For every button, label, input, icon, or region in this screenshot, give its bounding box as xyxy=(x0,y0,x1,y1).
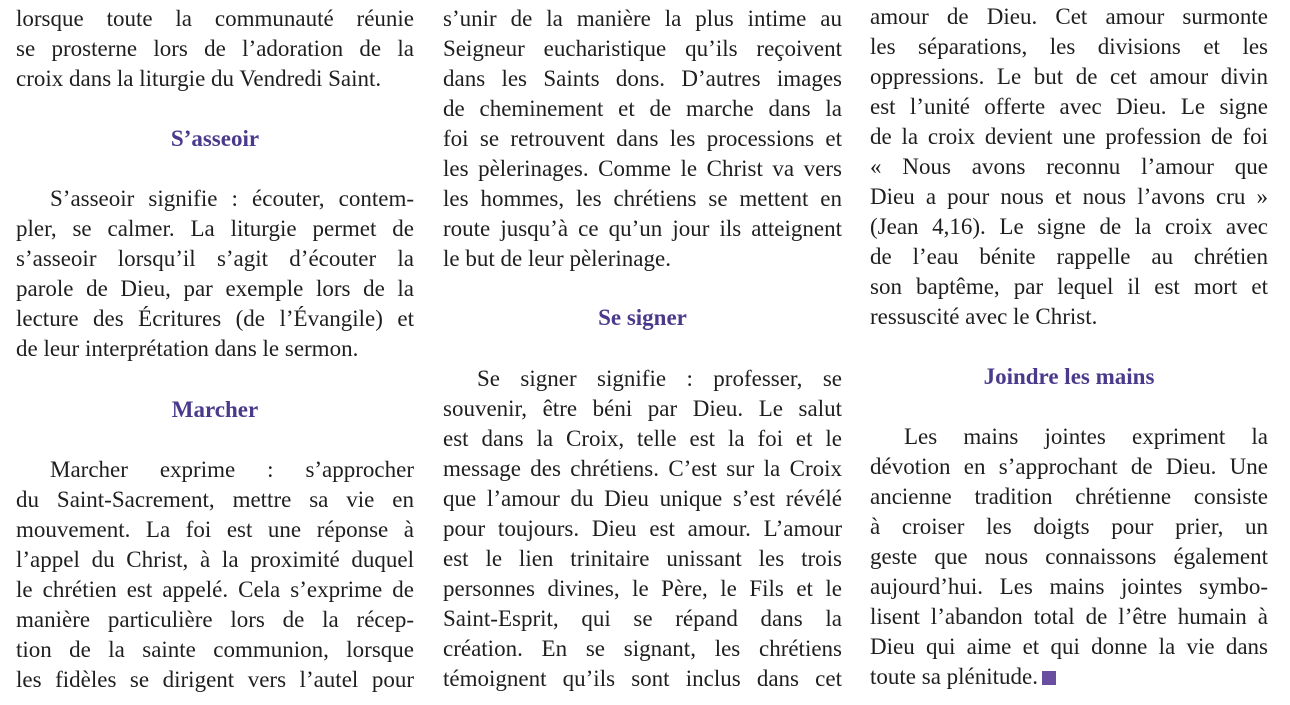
text-line: Seigneur eucharistique qu’ils reçoivent xyxy=(443,36,842,61)
text-line: Les mains jointes expriment la xyxy=(904,424,1268,449)
text-line: de leur interprétation dans le sermon. xyxy=(16,336,359,361)
column-3 xyxy=(870,0,1268,705)
text-line: pour toujours. Dieu est amour. L’amour xyxy=(443,516,842,541)
text-line: les séparations, les divisions et les xyxy=(870,34,1268,59)
text-line: route jusqu’à ce qu’un jour ils atteignent xyxy=(443,216,842,241)
text-line: lisent l’abandon total de l’être humain à xyxy=(870,604,1268,629)
text-line: les hommes, les chrétiens se mettent en xyxy=(443,186,842,211)
text-line: parole de Dieu, par exemple lors de la xyxy=(16,276,414,301)
text-line: est le lien trinitaire unissant les trois xyxy=(443,546,842,571)
text-line: de l’eau bénite rappelle au chrétien xyxy=(870,244,1268,269)
text-line: (Jean 4,16). Le signe de la croix avec xyxy=(870,214,1268,239)
text-line: mouvement. La foi est une réponse à xyxy=(16,517,414,542)
text-line: message des chrétiens. C’est sur la Croix xyxy=(443,456,842,481)
text-line: dans les Saints dons. D’autres images xyxy=(443,66,842,91)
text-line: ressuscité avec le Christ. xyxy=(870,304,1098,329)
text-line: lorsque toute la communauté réunie xyxy=(16,6,414,31)
text-line: de cheminement et de marche dans la xyxy=(443,96,842,121)
text-line: aujourd’hui. Les mains jointes symbo- xyxy=(870,574,1268,599)
text-line: les pèlerinages. Comme le Christ va vers xyxy=(443,156,842,181)
text-line: de la croix devient une profession de foi xyxy=(870,124,1268,149)
text-line: l’appel du Christ, à la proximité duquel xyxy=(16,547,414,572)
heading-se-signer: Se signer xyxy=(598,305,687,330)
text-line: tion de la sainte communion, lorsque xyxy=(16,637,414,662)
text-line: S’asseoir signifie : écouter, contem- xyxy=(50,186,414,211)
text-line: pler, se calmer. La liturgie permet de xyxy=(16,216,414,241)
heading-marcher: Marcher xyxy=(171,397,259,422)
text-line: le chrétien est appelé. Cela s’exprime de xyxy=(16,577,414,602)
text-line: est l’unité offerte avec Dieu. Le signe xyxy=(870,94,1268,119)
text-line: oppressions. Le but de cet amour divin xyxy=(870,64,1268,89)
text-line-final: toute sa plénitude. xyxy=(870,664,1038,689)
end-of-article-square-icon xyxy=(1042,671,1056,685)
heading-sasseoir: S’asseoir xyxy=(170,126,260,151)
text-line: se prosterne lors de l’adoration de la xyxy=(16,36,414,61)
text-line: Marcher exprime : s’approcher xyxy=(50,457,414,482)
text-line: que l’amour du Dieu unique s’est révélé xyxy=(443,486,842,511)
text-line: dévotion en s’approchant de Dieu. Une xyxy=(870,454,1268,479)
text-line: Saint-Esprit, qui se répand dans la xyxy=(443,606,842,631)
text-line: personnes divines, le Père, le Fils et le xyxy=(443,576,842,601)
text-line: du Saint-Sacrement, mettre sa vie en xyxy=(16,487,414,512)
text-line: création. En se signant, les chrétiens xyxy=(443,636,842,661)
text-line: le but de leur pèlerinage. xyxy=(443,246,671,271)
text-line: s’asseoir lorsqu’il s’agit d’écouter la xyxy=(16,246,414,271)
text-line: les fidèles se dirigent vers l’autel pour xyxy=(16,667,414,692)
text-line: souvenir, être béni par Dieu. Le salut xyxy=(443,396,842,421)
text-line: est dans la Croix, telle est la foi et le xyxy=(443,426,842,451)
text-line: amour de Dieu. Cet amour surmonte xyxy=(870,4,1268,29)
text-line: foi se retrouvent dans les processions et xyxy=(443,126,842,151)
text-line: Se signer signifie : professer, se xyxy=(477,366,842,391)
text-line: son baptême, par lequel il est mort et xyxy=(870,274,1268,299)
column-2 xyxy=(443,0,842,705)
text-line: s’unir de la manière la plus intime au xyxy=(443,6,842,31)
text-line: manière particulière lors de la récep- xyxy=(16,607,414,632)
text-line: témoignent qu’ils sont inclus dans cet xyxy=(443,666,842,691)
text-line: lecture des Écritures (de l’Évangile) et xyxy=(16,306,414,331)
final-text-line xyxy=(870,662,1268,692)
text-line: croix dans la liturgie du Vendredi Saint. xyxy=(16,66,382,91)
text-line: ancienne tradition chrétienne consiste xyxy=(870,484,1268,509)
column-1 xyxy=(16,0,414,705)
heading-joindre-les-mains: Joindre les mains xyxy=(983,364,1155,389)
text-line: à croiser les doigts pour prier, un xyxy=(870,514,1268,539)
text-line: geste que nous connaissons également xyxy=(870,544,1268,569)
text-line: Dieu qui aime et qui donne la vie dans xyxy=(870,634,1268,659)
text-line: Dieu a pour nous et nous l’avons cru » xyxy=(870,184,1268,209)
text-line: « Nous avons reconnu l’amour que xyxy=(870,154,1268,179)
